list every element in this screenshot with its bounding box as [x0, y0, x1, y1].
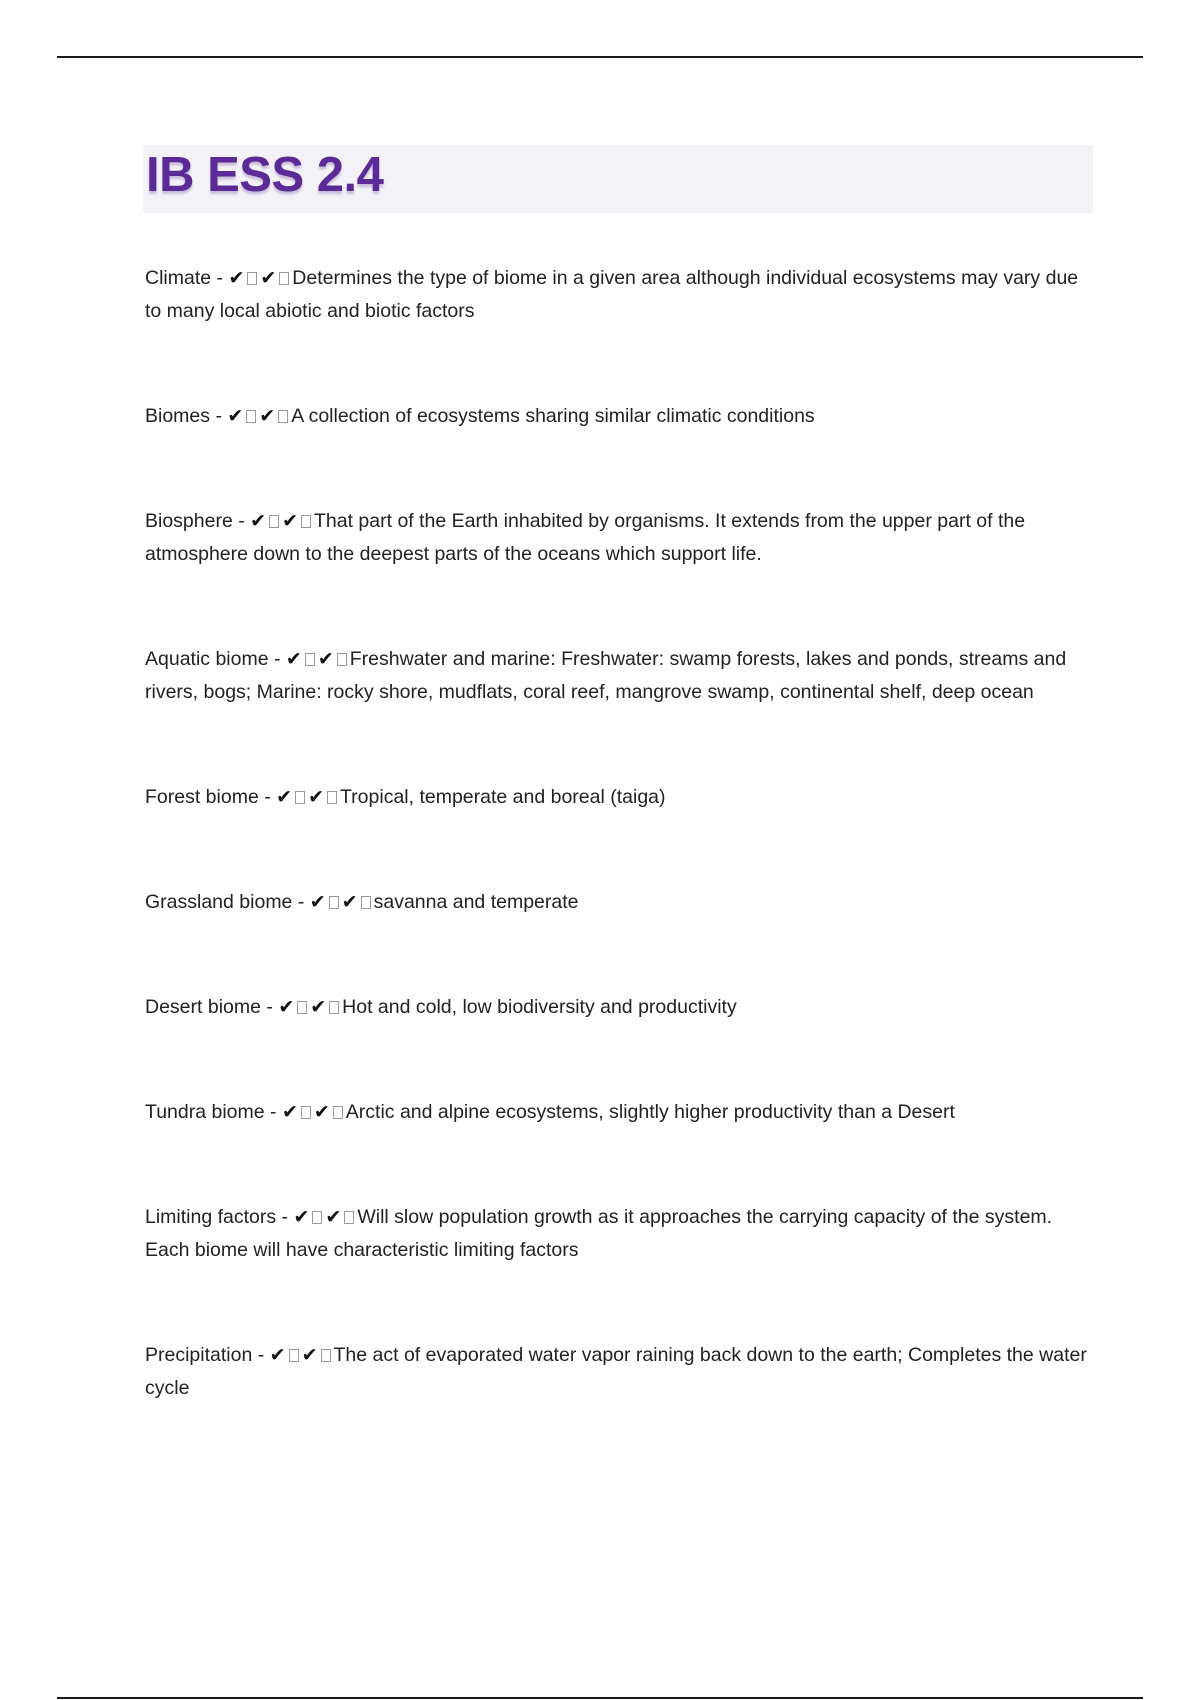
box-glyph-icon	[361, 896, 371, 909]
box-glyph-icon	[247, 272, 257, 285]
list-item	[145, 643, 1095, 709]
entry-separator: -	[276, 1206, 294, 1228]
entry-separator: -	[252, 1344, 270, 1366]
entry-separator: -	[264, 1101, 282, 1123]
entry-term: Climate	[145, 267, 212, 289]
entry-definition: savanna and temperate	[373, 891, 579, 913]
list-item	[145, 1201, 1095, 1267]
check-mark-icon: ✔	[278, 996, 295, 1018]
box-glyph-icon	[246, 410, 256, 423]
check-mark-icon: ✔	[301, 1344, 318, 1366]
box-glyph-icon	[297, 1001, 307, 1014]
check-mark-icon: ✔	[269, 1344, 286, 1366]
box-glyph-icon	[301, 1106, 311, 1119]
box-glyph-icon	[327, 791, 337, 804]
entry-separator: -	[210, 405, 228, 427]
list-item	[145, 1096, 1095, 1129]
box-glyph-icon	[269, 515, 279, 528]
box-glyph-icon	[333, 1106, 343, 1119]
entry-separator: -	[268, 648, 286, 670]
entry-separator: -	[232, 510, 251, 532]
entry-definition: The act of evaporated water vapor raining back down to the earth; Completes the water cycle	[145, 1344, 1087, 1399]
entry-term: Biomes	[145, 405, 211, 427]
box-glyph-icon	[278, 410, 288, 423]
entry-separator: -	[258, 786, 277, 808]
list-item	[145, 1339, 1095, 1405]
entry-definition: Arctic and alpine ecosystems, slightly higher productivity than a Desert	[345, 1101, 955, 1123]
box-glyph-icon	[337, 653, 347, 666]
check-mark-icon: ✔	[285, 648, 302, 670]
check-mark-icon: ✔	[308, 786, 324, 808]
check-mark-icon: ✔	[293, 1206, 310, 1228]
list-item	[145, 400, 1095, 433]
entry-term: Aquatic biome	[145, 648, 269, 670]
entry-definition: That part of the Earth inhabited by organisms. It extends from the upper part of the atmosphere down to the deepest parts of the oceans which support life.	[145, 510, 1026, 565]
check-mark-icon: ✔	[317, 648, 334, 670]
page-title: IB ESS 2.4	[146, 148, 384, 202]
box-glyph-icon	[279, 272, 289, 285]
entry-term: Limiting factors	[145, 1206, 277, 1228]
entry-list	[145, 262, 1095, 1477]
box-glyph-icon	[321, 1349, 331, 1362]
check-mark-icon: ✔	[281, 1101, 298, 1123]
bottom-rule	[57, 1697, 1143, 1699]
entry-term: Tundra biome	[145, 1101, 265, 1123]
box-glyph-icon	[305, 653, 315, 666]
entry-separator: -	[292, 891, 310, 913]
entry-definition: Tropical, temperate and boreal (taiga)	[339, 786, 666, 808]
box-glyph-icon	[329, 896, 339, 909]
check-mark-icon: ✔	[250, 510, 267, 532]
entry-term: Precipitation	[145, 1344, 253, 1366]
list-item	[145, 505, 1095, 571]
box-glyph-icon	[329, 1001, 339, 1014]
check-mark-icon: ✔	[309, 891, 326, 913]
list-item	[145, 781, 1095, 814]
box-glyph-icon	[312, 1211, 322, 1224]
entry-term: Biosphere	[145, 510, 233, 532]
box-glyph-icon	[344, 1211, 354, 1224]
check-mark-icon: ✔	[276, 786, 293, 808]
entry-term: Grassland biome	[145, 891, 293, 913]
box-glyph-icon	[301, 515, 311, 528]
check-mark-icon: ✔	[260, 267, 277, 289]
entry-separator: -	[260, 996, 279, 1018]
entry-term: Forest biome	[145, 786, 259, 808]
check-mark-icon: ✔	[325, 1206, 342, 1228]
check-mark-icon: ✔	[227, 405, 244, 427]
list-item	[145, 886, 1095, 919]
check-mark-icon: ✔	[228, 267, 245, 289]
entry-definition: Will slow population growth as it approaches the carrying capacity of the system. Each biome will have characteristic limiting factors	[145, 1206, 1053, 1261]
entry-separator: -	[211, 267, 229, 289]
top-rule	[57, 56, 1143, 58]
entry-definition: Freshwater and marine: Freshwater: swamp forests, lakes and ponds, streams and rivers, bogs; Marine: rocky shore, mudflats, coral reef, mangrove swamp, continental shelf, deep ocean	[145, 648, 1067, 703]
check-mark-icon: ✔	[282, 510, 298, 532]
list-item	[145, 991, 1095, 1024]
box-glyph-icon	[289, 1349, 299, 1362]
entry-definition: A collection of ecosystems sharing similar climatic conditions	[291, 405, 815, 427]
check-mark-icon: ✔	[341, 891, 358, 913]
entry-definition: Hot and cold, low biodiversity and productivity	[342, 996, 737, 1018]
check-mark-icon: ✔	[313, 1101, 330, 1123]
entry-term: Desert biome	[145, 996, 261, 1018]
check-mark-icon: ✔	[259, 405, 276, 427]
check-mark-icon: ✔	[310, 996, 327, 1018]
entry-definition: Determines the type of biome in a given area although individual ecosystems may vary due to many local abiotic and biotic factors	[145, 267, 1079, 322]
box-glyph-icon	[295, 791, 305, 804]
list-item	[145, 262, 1095, 328]
